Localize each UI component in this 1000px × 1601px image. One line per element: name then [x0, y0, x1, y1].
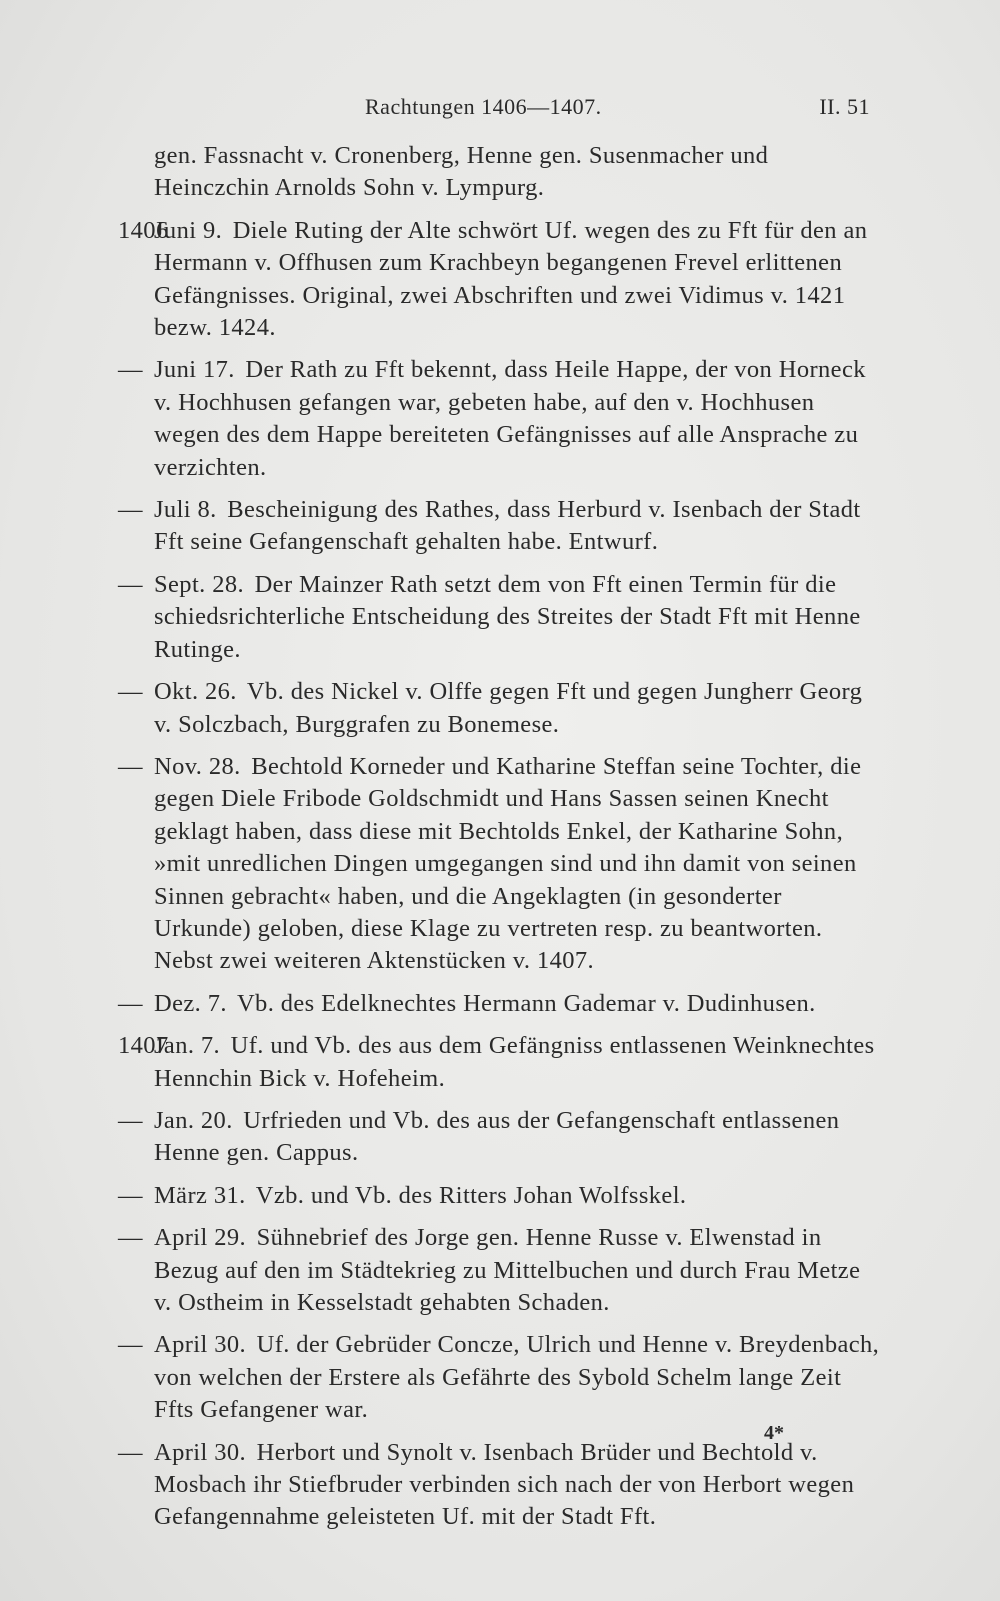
list-item — [118, 215, 880, 345]
entry-mark: — — [118, 1331, 143, 1359]
entry-mark: — — [118, 1106, 143, 1134]
entry-mark: 1406 — [118, 216, 169, 244]
entry-mark: — — [118, 1438, 143, 1466]
signature-mark: 4* — [764, 1422, 784, 1444]
list-item — [118, 140, 880, 205]
entry-date: Jan. 20. — [154, 1106, 233, 1134]
entry-text: Urfrieden und Vb. des aus der Gefangenschaft entlassenen Henne gen. Cappus. — [154, 1106, 840, 1167]
entry-date: Juni 9. — [154, 216, 223, 244]
entry-text: Diele Ruting der Alte schwört Uf. wegen des zu Fft für den an Hermann v. Offhusen zum Krachbeyn begangenen Frevel erlittenen Gefängnisses. Original, zwei Abschriften und zwei Vidimus v. 1421 bezw. 1424. — [154, 216, 868, 342]
entry-mark: — — [118, 356, 143, 384]
page-header — [150, 94, 870, 124]
running-title: Rachtungen 1406—1407. — [365, 94, 602, 119]
entry-mark: — — [118, 1181, 143, 1209]
entry-text: gen. Fassnacht v. Cronenberg, Henne gen. Susenmacher und Heinczchin Arnolds Sohn v. Lympurg. — [154, 142, 769, 202]
page-number: II. 51 — [819, 94, 870, 119]
list-item — [118, 751, 880, 978]
entry-date: Okt. 26. — [154, 678, 237, 706]
entry-date: April 30. — [154, 1438, 247, 1466]
entry-text: Vb. des Edelknechtes Hermann Gademar v. Dudinhusen. — [236, 989, 816, 1017]
entry-mark: — — [118, 1224, 143, 1252]
list-item — [118, 1105, 880, 1170]
entry-text: Der Mainzer Rath setzt dem von Fft einen Termin für die schiedsrichterliche Entscheidung des Streites der Stadt Fft mit Henne Rutinge. — [154, 570, 861, 663]
entry-text: Bechtold Korneder und Katharine Steffan seine Tochter, die gegen Diele Fribode Goldschmidt und Hans Sassen seinen Knecht geklagt haben, dass diese mit Bechtolds Enkel, der Katharine Sohn, »mit unredlichen Dingen umgegangen sind und ihn damit von seinen Sinnen gebracht« haben, und die Angeklagten (in gesonderter Urkunde) geloben, diese Klage zu vertreten resp. zu beantworten. Nebst zwei weiteren Aktenstücken v. 1407. — [154, 752, 862, 975]
entry-mark: 1407 — [118, 1032, 169, 1060]
entry-date: Dez. 7. — [154, 989, 227, 1017]
list-item — [118, 988, 880, 1020]
entry-date: Juni 17. — [154, 356, 235, 384]
entry-date: Sept. 28. — [154, 570, 245, 598]
entry-date: März 31. — [154, 1181, 246, 1209]
list-item — [118, 676, 880, 741]
entry-mark: — — [118, 989, 143, 1017]
entry-text: Uf. und Vb. des aus dem Gefängniss entlassenen Weinknechtes Hennchin Bick v. Hofeheim. — [154, 1032, 875, 1092]
entry-mark: — — [118, 678, 143, 706]
entry-date: Jan. 7. — [154, 1032, 221, 1060]
list-item — [118, 1437, 880, 1534]
list-item — [118, 1180, 880, 1212]
list-item — [118, 354, 880, 484]
entry-date: April 29. — [154, 1224, 247, 1252]
list-item — [118, 569, 880, 666]
entry-date: April 30. — [154, 1331, 247, 1359]
entry-date: Juli 8. — [154, 496, 217, 524]
entry-text: Vzb. und Vb. des Ritters Johan Wolfsskel. — [255, 1181, 687, 1209]
entry-text: Der Rath zu Fft bekennt, dass Heile Happe, der von Horneck v. Hochhusen gefangen war, gebeten habe, auf den v. Hochhusen wegen des dem Happe bereiteten Gefängnisses auf alle Ansprache zu verzichten. — [154, 356, 866, 481]
entry-text: Bescheinigung des Rathes, dass Herburd v. Isenbach der Stadt Fft seine Gefangenschaft gehalten habe. Entwurf. — [154, 496, 861, 556]
entry-text: Uf. der Gebrüder Concze, Ulrich und Henne v. Breydenbach, von welchen der Erstere als Gefährte des Sybold Schelm lange Zeit Ffts Gefangener war. — [154, 1331, 880, 1424]
list-item — [118, 1222, 880, 1319]
entry-mark: — — [118, 496, 143, 524]
entry-text: Herbort und Synolt v. Isenbach Brüder und Bechtold v. Mosbach ihr Stiefbruder verbinden sich nach der von Herbort wegen Gefangennahme geleisteten Uf. mit der Stadt Fft. — [154, 1438, 855, 1531]
entry-date: Nov. 28. — [154, 752, 241, 780]
list-item — [118, 1329, 880, 1426]
entry-text: Vb. des Nickel v. Olffe gegen Fft und gegen Jungherr Georg v. Solczbach, Burggrafen zu Bonemese. — [154, 678, 863, 738]
entry-mark: — — [118, 570, 143, 598]
entry-mark: — — [118, 752, 143, 780]
document-body — [118, 140, 880, 1544]
entry-text: Sühnebrief des Jorge gen. Henne Russe v. Elwenstad in Bezug auf den im Städtekrieg zu Mittelbuchen und durch Frau Metze v. Ostheim in Kesselstadt gehabten Schaden. — [154, 1224, 861, 1316]
list-item — [118, 1030, 880, 1095]
list-item — [118, 494, 880, 559]
